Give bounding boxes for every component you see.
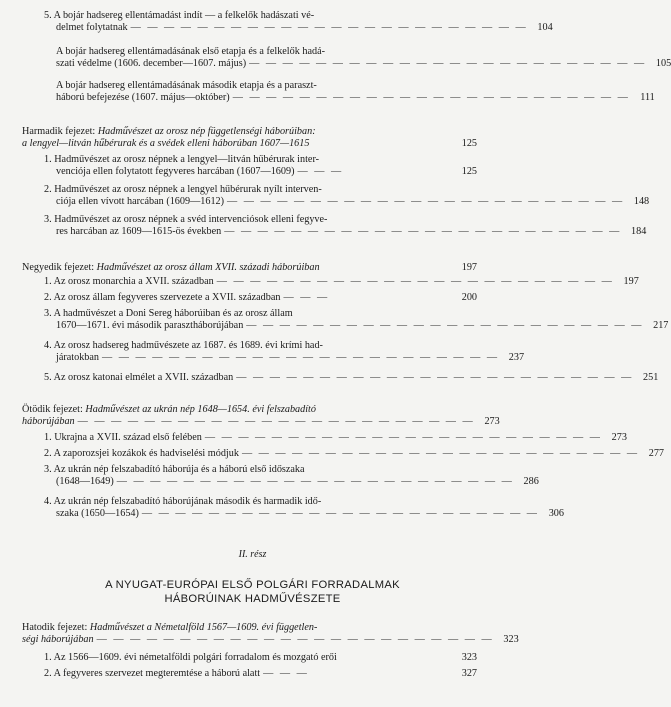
entry-text: 2. A zaporozsjei kozákok és hadviselési módjuk bbox=[44, 448, 239, 459]
toc-entry bbox=[0, 372, 659, 384]
entry-text: 4. Az ukrán nép felszabadító háborújának második és harmadik idő- bbox=[44, 496, 322, 507]
entry-text: A bojár hadsereg ellentámadásának második etapja és a paraszt- bbox=[56, 80, 317, 91]
toc-entry bbox=[0, 214, 647, 238]
chapter-title: a lengyel—litván hűbérurak és a svédek elleni háborúban 1607—1615 bbox=[22, 138, 310, 149]
entry-text: 3. Az ukrán nép felszabadító háborúja és a háború első időszaka bbox=[44, 464, 305, 475]
page-number: 277 bbox=[648, 448, 665, 459]
page-number: 125 bbox=[461, 166, 477, 177]
chapter-heading bbox=[0, 404, 505, 428]
page-number: 184 bbox=[631, 226, 647, 237]
page-number: 217 bbox=[653, 320, 669, 331]
entry-text: 1. Ukrajna a XVII. század első felében bbox=[44, 432, 202, 443]
entry-text: 2. Hadművészet az orosz népnek a lengyel hűbérurak nyílt interven- bbox=[44, 184, 322, 195]
leader-dashes: — — — — — — — — — — — — — — — — — — — — — — — — bbox=[116, 476, 514, 487]
page-number: 197 bbox=[461, 262, 477, 273]
page-number: 197 bbox=[623, 276, 639, 287]
leader-dashes: — — — bbox=[283, 292, 330, 303]
entry-text: res harcában az 1609—1615-ös években bbox=[56, 226, 222, 237]
leader-dashes: — — — — — — — — — — — — — — — — — — — — — — — — bbox=[77, 416, 475, 427]
toc-entry bbox=[0, 46, 671, 70]
chapter-label: Harmadik fejezet: bbox=[22, 126, 96, 137]
leader-dashes: — — — — — — — — — — — — — — — — — — — — — — — — bbox=[224, 226, 622, 237]
toc-entry bbox=[0, 154, 505, 178]
leader-dashes: — — — — — — — — — — — — — — — — — — — — — — — — bbox=[232, 92, 630, 103]
page-number: 327 bbox=[461, 668, 477, 679]
entry-text: 2. Az orosz állam fegyveres szervezete a XVII. században bbox=[44, 292, 281, 303]
chapter-title: Hadművészet a Németalföld 1567—1609. évi független- bbox=[89, 622, 318, 633]
page-number: 323 bbox=[503, 634, 519, 645]
toc-entry bbox=[0, 292, 505, 304]
toc-entry bbox=[0, 432, 627, 444]
leader-dashes: — — — — — — — — — — — — — — — — — — — — — — — — bbox=[96, 634, 494, 645]
chapter-heading bbox=[0, 126, 505, 150]
toc-entry bbox=[0, 464, 539, 488]
entry-text: 5. A bojár hadsereg ellentámadást indít — a felkelők hadászati vé- bbox=[44, 10, 315, 21]
page-number: 306 bbox=[548, 508, 564, 519]
chapter-label: Negyedik fejezet: bbox=[22, 262, 95, 273]
leader-dashes: — — — — — — — — — — — — — — — — — — — — — — — — bbox=[204, 432, 602, 443]
toc-entry bbox=[0, 80, 655, 104]
leader-dashes: — — — — — — — — — — — — — — — — — — — — — — — — bbox=[102, 352, 500, 363]
page-number: 251 bbox=[643, 372, 659, 383]
entry-text: 5. Az orosz katonai elmélet a XVII. században bbox=[44, 372, 234, 383]
entry-text: szati védelme (1606. december—1607. május) bbox=[56, 58, 247, 69]
entry-text: háború befejezése (1607. május—október) bbox=[56, 92, 230, 103]
toc-entry bbox=[0, 496, 564, 520]
page-number: 200 bbox=[461, 292, 477, 303]
leader-dashes: — — — — — — — — — — — — — — — — — — — — — — — — bbox=[216, 276, 614, 287]
page-number: 105 bbox=[655, 58, 671, 69]
entry-text: 2. A fegyveres szervezet megteremtése a háború alatt bbox=[44, 668, 261, 679]
entry-text: 1. Az orosz monarchia a XVII. században bbox=[44, 276, 214, 287]
chapter-title: Hadművészet az orosz állam XVII. századi háborúiban bbox=[96, 262, 320, 273]
page-number: 104 bbox=[537, 22, 553, 33]
toc-entry bbox=[0, 340, 525, 364]
leader-dashes: — — — — — — — — — — — — — — — — — — — — — — — — bbox=[241, 448, 640, 459]
toc-entry bbox=[0, 308, 669, 332]
toc-entry bbox=[0, 448, 665, 460]
chapter-title: Hadművészet az ukrán nép 1648—1654. évi felszabadító bbox=[85, 404, 316, 415]
toc-entry bbox=[0, 184, 650, 208]
part-title-line: HÁBORÚINAK HADMŰVÉSZETE bbox=[164, 593, 341, 605]
chapter-label: Ötödik fejezet: bbox=[22, 404, 83, 415]
leader-dashes: — — — — — — — — — — — — — — — — — — — — — — — — bbox=[227, 196, 625, 207]
chapter-title: Hadművészet az orosz nép függetlenségi háborúiban: bbox=[97, 126, 316, 137]
part-number: II. rész bbox=[238, 549, 267, 560]
chapter-label: Hatodik fejezet: bbox=[22, 622, 88, 633]
entry-text: 1. Hadművészet az orosz népnek a lengyel—litván hűbérurak inter- bbox=[44, 154, 320, 165]
leader-dashes: — — — — — — — — — — — — — — — — — — — — — — — — bbox=[141, 508, 539, 519]
toc-entry bbox=[0, 10, 553, 34]
entry-text: venciója ellen folytatott fegyveres harcában (1607—1609) bbox=[56, 166, 295, 177]
page-number: 286 bbox=[523, 476, 539, 487]
entry-text: járatokban bbox=[56, 352, 99, 363]
page-number: 273 bbox=[611, 432, 627, 443]
page-number: 111 bbox=[640, 92, 655, 103]
leader-dashes: — — — — — — — — — — — — — — — — — — — — — — — — bbox=[236, 372, 634, 383]
entry-text: 1670—1671. évi második parasztháborújában bbox=[56, 320, 244, 331]
leader-dashes: — — — — — — — — — — — — — — — — — — — — — — — — bbox=[249, 58, 647, 69]
leader-dashes: — — — bbox=[297, 166, 344, 177]
page-number: 148 bbox=[633, 196, 650, 207]
entry-text: 4. Az orosz hadsereg hadművészete az 1687. és 1689. évi krími had- bbox=[44, 340, 323, 351]
leader-dashes: — — — — — — — — — — — — — — — — — — — — — — — — bbox=[246, 320, 644, 331]
chapter-heading bbox=[0, 262, 505, 274]
page-number: 273 bbox=[484, 416, 500, 427]
entry-text: delmet folytatnak bbox=[56, 22, 128, 33]
leader-dashes: — — — bbox=[263, 668, 309, 679]
page-number: 237 bbox=[508, 352, 525, 363]
entry-text: 1. Az 1566—1609. évi németalföldi polgári forradalom és mozgató erői bbox=[44, 652, 337, 663]
chapter-title: ségi háborújában bbox=[22, 634, 94, 645]
entry-text: szaka (1650—1654) bbox=[56, 508, 139, 519]
chapter-heading bbox=[0, 622, 519, 646]
entry-text: 3. Hadművészet az orosz népnek a svéd intervenciósok elleni fegyve- bbox=[44, 214, 328, 225]
entry-text: (1648—1649) bbox=[56, 476, 114, 487]
toc-entry bbox=[0, 276, 639, 288]
part-title-line: A NYUGAT-EURÓPAI ELSŐ POLGÁRI FORRADALMAK bbox=[105, 579, 400, 591]
entry-text: A bojár hadsereg ellentámadásának első etapja és a felkelők hadá- bbox=[56, 46, 325, 57]
entry-text: 3. A hadművészet a Doni Sereg háborúiban és az orosz állam bbox=[44, 308, 293, 319]
page-number: 323 bbox=[461, 652, 477, 663]
leader-dashes: — — — — — — — — — — — — — — — — — — — — — — — — bbox=[130, 22, 528, 33]
chapter-title: háborújában bbox=[22, 416, 75, 427]
toc-entry bbox=[0, 668, 505, 680]
entry-text: ciója ellen vívott harcában (1609—1612) bbox=[56, 196, 225, 207]
toc-entry bbox=[0, 652, 505, 664]
page-number: 125 bbox=[461, 138, 477, 149]
